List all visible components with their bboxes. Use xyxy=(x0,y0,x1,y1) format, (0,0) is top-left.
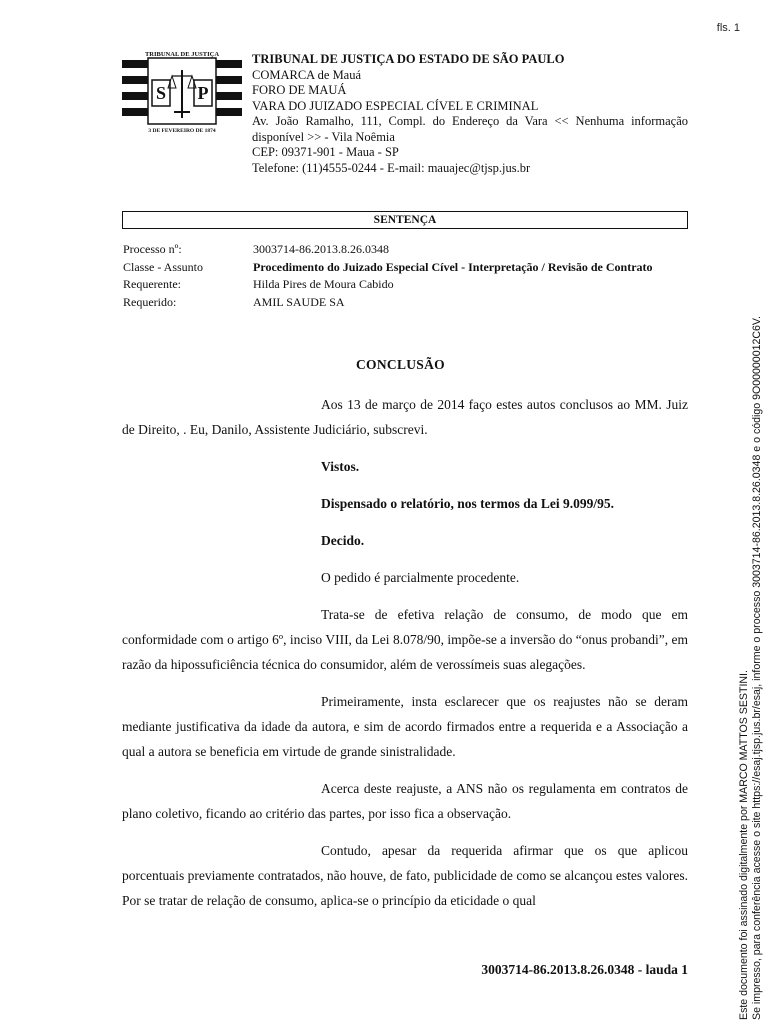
document-body xyxy=(122,392,688,913)
signature-line-2: Se impresso, para conferência acesse o site https://esaj.tjsp.jus.br/esaj, informe o processo 3003714-86.2013.8.26.0348 e o código 9O00000012C6V. xyxy=(751,316,763,1020)
paragraph-conclusao: Aos 13 de março de 2014 faço estes autos conclusos ao MM. Juiz de Direito, . Eu, Danilo, Assistente Judiciário, subscrevi. xyxy=(122,397,688,437)
court-seal-logo xyxy=(122,46,242,136)
court-cep: CEP: 09371-901 - Maua - SP xyxy=(252,145,399,159)
paragraph-decido: Decido. xyxy=(321,533,365,548)
case-metadata xyxy=(123,242,689,312)
paragraph-ans: Acerca deste reajuste, a ANS não os regulamenta em contratos de plano coletivo, ficando ao critério das partes, por isso fica a observação. xyxy=(122,781,688,821)
comarca: COMARCA de Mauá xyxy=(252,67,362,82)
foro: FORO DE MAUÁ xyxy=(252,83,347,97)
meta-row-classe xyxy=(123,260,689,276)
requerido-value: AMIL SAUDE SA xyxy=(253,294,345,309)
paragraph-contudo: Contudo, apesar da requerida afirmar que os que aplicou porcentuais previamente contratados, não houve, de fato, publicidade de como se alcançou estes valores. Por se tratar de relação de consumo, aplica-se o princípio da eticidade o qual xyxy=(122,843,688,908)
meta-row-requerido xyxy=(123,295,689,311)
document-type-title: SENTENÇA xyxy=(122,211,688,229)
signature-line-1: Este documento foi assinado digitalmente por MARCO MATTOS SESTINI. xyxy=(738,670,750,1020)
seal-bottom-text: 3 DE FEVEREIRO DE 1874 xyxy=(148,128,216,134)
court-header xyxy=(252,52,688,176)
digital-signature-note xyxy=(738,316,764,1020)
court-address: Av. João Ramalho, 111, Compl. do Endereço da Vara << Nenhuma informação disponível >> - Vila Noêmia xyxy=(252,114,688,144)
classe-label: Classe - Assunto xyxy=(123,259,204,274)
requerente-value: Hilda Pires de Moura Cabido xyxy=(253,277,394,291)
paragraph-vistos: Vistos. xyxy=(321,459,360,474)
paragraph-dispensado: Dispensado o relatório, nos termos da Lei 9.099/95. xyxy=(321,496,614,511)
conclusao-heading: CONCLUSÃO xyxy=(356,357,445,372)
processo-value: 3003714-86.2013.8.26.0348 xyxy=(253,242,389,256)
vara: VARA DO JUIZADO ESPECIAL CÍVEL E CRIMINAL xyxy=(252,98,539,113)
meta-row-requerente xyxy=(123,277,689,293)
paragraph-procedente: O pedido é parcialmente procedente. xyxy=(321,570,520,585)
paragraph-relacao-consumo: Trata-se de efetiva relação de consumo, de modo que em conformidade com o artigo 6º, inciso VIII, da Lei 8.078/90, impõe-se a inversão do “onus probandi”, em razão da hipossuficiência técnica do consumidor, além de verossímeis suas alegações. xyxy=(122,607,688,672)
meta-row-processo xyxy=(123,242,689,258)
classe-value: Procedimento do Juizado Especial Cível - Interpretação / Revisão de Contrato xyxy=(253,259,653,274)
lauda-footer: 3003714-86.2013.8.26.0348 - lauda 1 xyxy=(481,962,688,977)
requerente-label: Requerente: xyxy=(123,277,181,291)
page-number: fls. 1 xyxy=(716,22,740,34)
court-name: TRIBUNAL DE JUSTIÇA DO ESTADO DE SÃO PAULO xyxy=(252,52,565,66)
seal-icon xyxy=(122,46,242,136)
requerido-label: Requerido: xyxy=(123,294,177,309)
paragraph-reajustes: Primeiramente, insta esclarecer que os reajustes não se deram mediante justificativa da idade da autora, e sim de acordo firmados entre a requerida e a Associação a qual a autora se beneficia em virtude de grande sinistralidade. xyxy=(122,694,688,759)
seal-letter-s: S xyxy=(155,83,167,103)
seal-letter-p: P xyxy=(197,83,209,103)
processo-label: Processo nº: xyxy=(123,242,182,256)
seal-top-text: TRIBUNAL DE JUSTIÇA xyxy=(144,51,220,58)
court-phone: Telefone: (11)4555-0244 - E-mail: mauajec@tjsp.jus.br xyxy=(252,160,531,175)
